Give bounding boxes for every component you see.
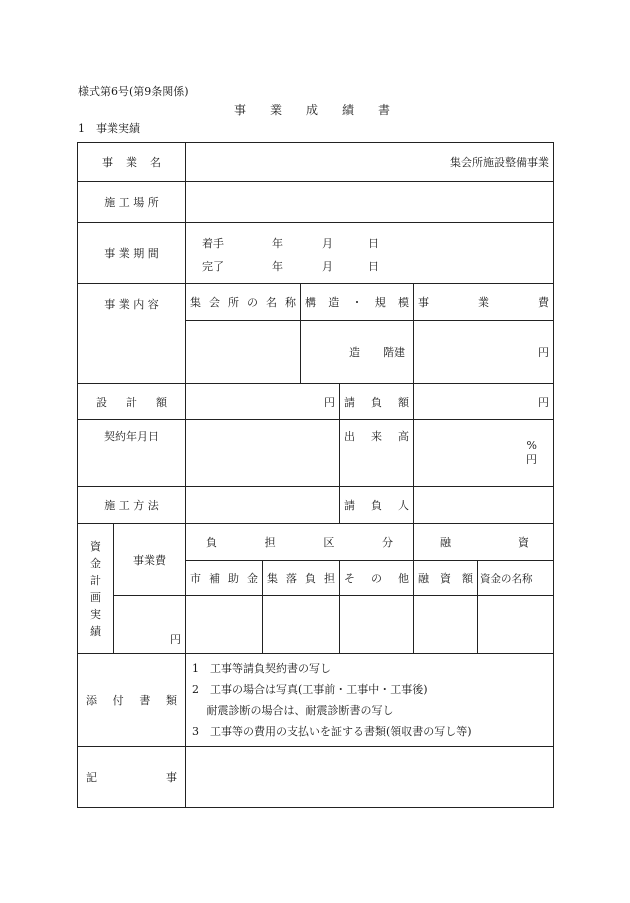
col-fund-name: 資金の名称 — [478, 561, 554, 596]
label-char: 融 — [440, 536, 451, 549]
label-char: 資 — [440, 572, 451, 585]
label-char: 造 — [328, 296, 340, 309]
label-char: 記 — [86, 771, 97, 784]
label-financing — [414, 524, 554, 561]
structure-value[interactable] — [301, 321, 414, 384]
row-funding-values — [78, 596, 554, 654]
row-period — [78, 223, 554, 284]
label-char: 書 — [139, 694, 151, 707]
village-burden-value[interactable] — [263, 596, 340, 654]
period-start-month: 月 — [322, 237, 333, 250]
label-char: 負 — [305, 572, 316, 585]
other-value[interactable] — [340, 596, 414, 654]
row-content-header — [78, 284, 554, 321]
label-contractor — [340, 487, 414, 524]
period-value[interactable] — [186, 223, 554, 284]
row-design-amount — [78, 384, 554, 420]
remarks-value[interactable] — [186, 747, 554, 808]
yen-unit: 円 — [526, 453, 537, 466]
col-project-cost — [414, 284, 554, 321]
label-char: 設 — [96, 395, 107, 409]
label-char: 額 — [156, 395, 167, 409]
period-end-month: 月 — [322, 260, 333, 273]
label-char: 資 — [90, 539, 101, 553]
label-attachments — [78, 654, 186, 747]
form-number: 様式第6号(第9条関係) — [78, 85, 189, 98]
label-char: 担 — [264, 536, 276, 549]
label-char: の — [371, 572, 382, 585]
label-char: 請 — [344, 395, 355, 409]
attachment-item: 耐震診断の場合は、耐震診断書の写し — [192, 704, 394, 717]
row-site — [78, 182, 554, 223]
label-char: 事 — [166, 771, 177, 784]
label-project-name — [78, 143, 186, 182]
contract-date-value[interactable] — [186, 420, 340, 487]
loan-amount-value[interactable] — [414, 596, 478, 654]
label-char: 名 — [150, 156, 161, 169]
label-char: 落 — [286, 572, 297, 585]
row-funding-header — [78, 524, 554, 561]
period-end-day: 日 — [368, 260, 379, 273]
label-char: 集 — [267, 572, 278, 585]
project-cost-total[interactable]: 円 — [114, 596, 186, 654]
attachments-list — [186, 654, 554, 747]
label-contract-date: 契約年月日 — [78, 420, 186, 487]
label-char: 融 — [418, 572, 429, 585]
title-char: 業 — [269, 103, 282, 117]
label-char: 高 — [398, 430, 409, 443]
progress-value[interactable] — [414, 420, 554, 487]
label-char: 区 — [323, 536, 335, 549]
structure-unit: 造 — [349, 346, 360, 359]
col-other — [340, 561, 414, 596]
results-form-table — [77, 142, 554, 808]
label-char: 負 — [371, 395, 382, 409]
label-char: 名 — [266, 296, 277, 309]
label-char: 出 — [344, 430, 355, 443]
label-char: 績 — [90, 624, 101, 638]
label-site: 施 工 場 所 — [78, 182, 186, 223]
title-char: 事 — [233, 103, 246, 117]
label-char: 担 — [324, 572, 335, 585]
percent-unit: % — [526, 439, 537, 452]
col-loan-amount — [414, 561, 478, 596]
col-facility-name — [186, 284, 301, 321]
label-char: 模 — [398, 296, 409, 309]
site-value[interactable] — [186, 182, 554, 223]
label-burden-category — [186, 524, 414, 561]
label-project-cost: 事業費 — [114, 524, 186, 596]
label-char: 助 — [228, 572, 239, 585]
project-name-value[interactable]: 集会所施設整備事業 — [186, 143, 554, 182]
label-char: 市 — [190, 572, 201, 585]
label-funding-plan — [78, 524, 114, 654]
label-char: 金 — [247, 572, 258, 585]
label-char: 人 — [398, 499, 409, 512]
label-char: 費 — [538, 296, 549, 309]
row-attachments — [78, 654, 554, 747]
label-char: 補 — [209, 572, 220, 585]
period-start-day: 日 — [368, 237, 379, 250]
label-char: 資 — [518, 536, 529, 549]
label-design-amount — [78, 384, 186, 420]
label-content: 事 業 内 容 — [78, 284, 186, 384]
col-city-subsidy — [186, 561, 263, 596]
attachment-item: 2 工事の場合は写真(工事前・工事中・工事後) — [192, 683, 428, 696]
label-char: 所 — [228, 296, 239, 309]
label-char: 業 — [126, 156, 137, 169]
label-char: 分 — [381, 536, 393, 549]
label-char: 業 — [478, 296, 489, 309]
label-char: 会 — [209, 296, 220, 309]
label-contract-amount — [340, 384, 414, 420]
page-title — [222, 101, 402, 118]
title-char: 成 — [305, 103, 318, 117]
label-char: 来 — [371, 430, 382, 443]
label-char: 集 — [190, 296, 201, 309]
contract-amount-value[interactable]: 円 — [414, 384, 554, 420]
label-char: 負 — [371, 499, 382, 512]
label-char: 金 — [90, 556, 101, 570]
period-start-label: 着手 — [202, 237, 224, 250]
title-char: 績 — [341, 103, 354, 117]
label-char: 類 — [165, 694, 177, 707]
section-heading: 1 事業実績 — [78, 122, 140, 135]
label-char: 添 — [86, 694, 97, 707]
col-structure — [301, 284, 414, 321]
label-method: 施 工 方 法 — [78, 487, 186, 524]
label-char: 実 — [90, 607, 101, 621]
city-subsidy-value[interactable] — [186, 596, 263, 654]
col-village-burden — [263, 561, 340, 596]
label-char: 称 — [285, 296, 296, 309]
row-contract-date — [78, 420, 554, 487]
label-char: 負 — [206, 536, 217, 549]
contractor-value[interactable] — [414, 487, 554, 524]
label-char: 額 — [398, 395, 409, 409]
label-progress — [340, 420, 414, 487]
period-end-year: 年 — [272, 260, 283, 273]
design-amount-value[interactable]: 円 — [186, 384, 340, 420]
label-char: 付 — [112, 694, 124, 707]
label-char: そ — [344, 572, 355, 585]
label-char: ・ — [351, 296, 363, 309]
row-remarks — [78, 747, 554, 808]
row-method — [78, 487, 554, 524]
label-char: の — [247, 296, 258, 309]
label-char: 事 — [102, 156, 113, 169]
label-char: 額 — [462, 572, 473, 585]
row-project-name — [78, 143, 554, 182]
label-char: 構 — [305, 296, 316, 309]
floors-unit: 階建 — [383, 346, 405, 359]
attachment-item: 1 工事等請負契約書の写し — [192, 662, 331, 675]
project-cost-value[interactable]: 円 — [414, 321, 554, 384]
attachment-item: 3 工事等の費用の支払いを証する書類(領収書の写し等) — [192, 725, 472, 738]
label-period: 事 業 期 間 — [78, 223, 186, 284]
label-char: 請 — [344, 499, 355, 512]
label-char: 計 — [126, 395, 137, 409]
title-char: 書 — [377, 103, 390, 117]
method-value[interactable] — [186, 487, 340, 524]
period-start-year: 年 — [272, 237, 283, 250]
label-char: 規 — [374, 296, 386, 309]
label-char: 計 — [90, 573, 101, 587]
label-char: 事 — [418, 296, 429, 309]
label-char: 他 — [398, 572, 409, 585]
facility-name-value[interactable] — [186, 321, 301, 384]
period-end-label: 完了 — [202, 260, 224, 273]
label-char: 画 — [90, 590, 101, 604]
fund-name-value[interactable] — [478, 596, 554, 654]
label-remarks — [78, 747, 186, 808]
